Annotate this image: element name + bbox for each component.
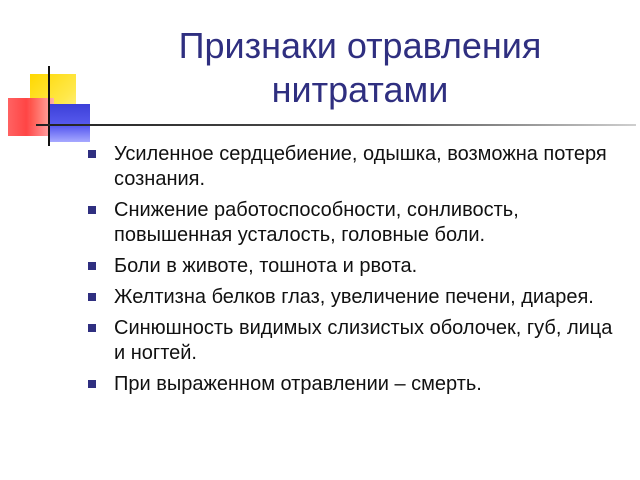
bullet-text: При выраженном отравлении – смерть. bbox=[114, 373, 482, 395]
slide-title bbox=[120, 24, 600, 112]
bullet-text: Синюшность видимых слизистых оболочек, губ, лица и ногтей. bbox=[114, 317, 613, 364]
bullet-item bbox=[88, 372, 628, 397]
bullet-item bbox=[88, 316, 628, 366]
square-bullet-icon bbox=[88, 293, 96, 301]
square-bullet-icon bbox=[88, 324, 96, 332]
slide-title-line-2: нитратами bbox=[271, 69, 449, 110]
bullet-text: Боли в животе, тошнота и рвота. bbox=[114, 255, 418, 277]
bullet-text: Желтизна белков глаз, увеличение печени, диарея. bbox=[114, 286, 594, 308]
bullet-item bbox=[88, 198, 628, 248]
bullet-text: Усиленное сердцебиение, одышка, возможна потеря сознания. bbox=[114, 143, 607, 190]
square-bullet-icon bbox=[88, 380, 96, 388]
decorative-blue-block bbox=[50, 104, 90, 142]
square-bullet-icon bbox=[88, 150, 96, 158]
bullet-item bbox=[88, 142, 628, 192]
decorative-vertical-line bbox=[48, 66, 50, 146]
bullet-item bbox=[88, 285, 628, 310]
bullet-list bbox=[88, 142, 628, 403]
slide-title-line-1: Признаки отравления bbox=[178, 25, 542, 66]
bullet-item bbox=[88, 254, 628, 279]
title-divider-line bbox=[36, 124, 636, 126]
square-bullet-icon bbox=[88, 262, 96, 270]
square-bullet-icon bbox=[88, 206, 96, 214]
bullet-text: Снижение работоспособности, сонливость, повышенная усталость, головные боли. bbox=[114, 199, 519, 246]
